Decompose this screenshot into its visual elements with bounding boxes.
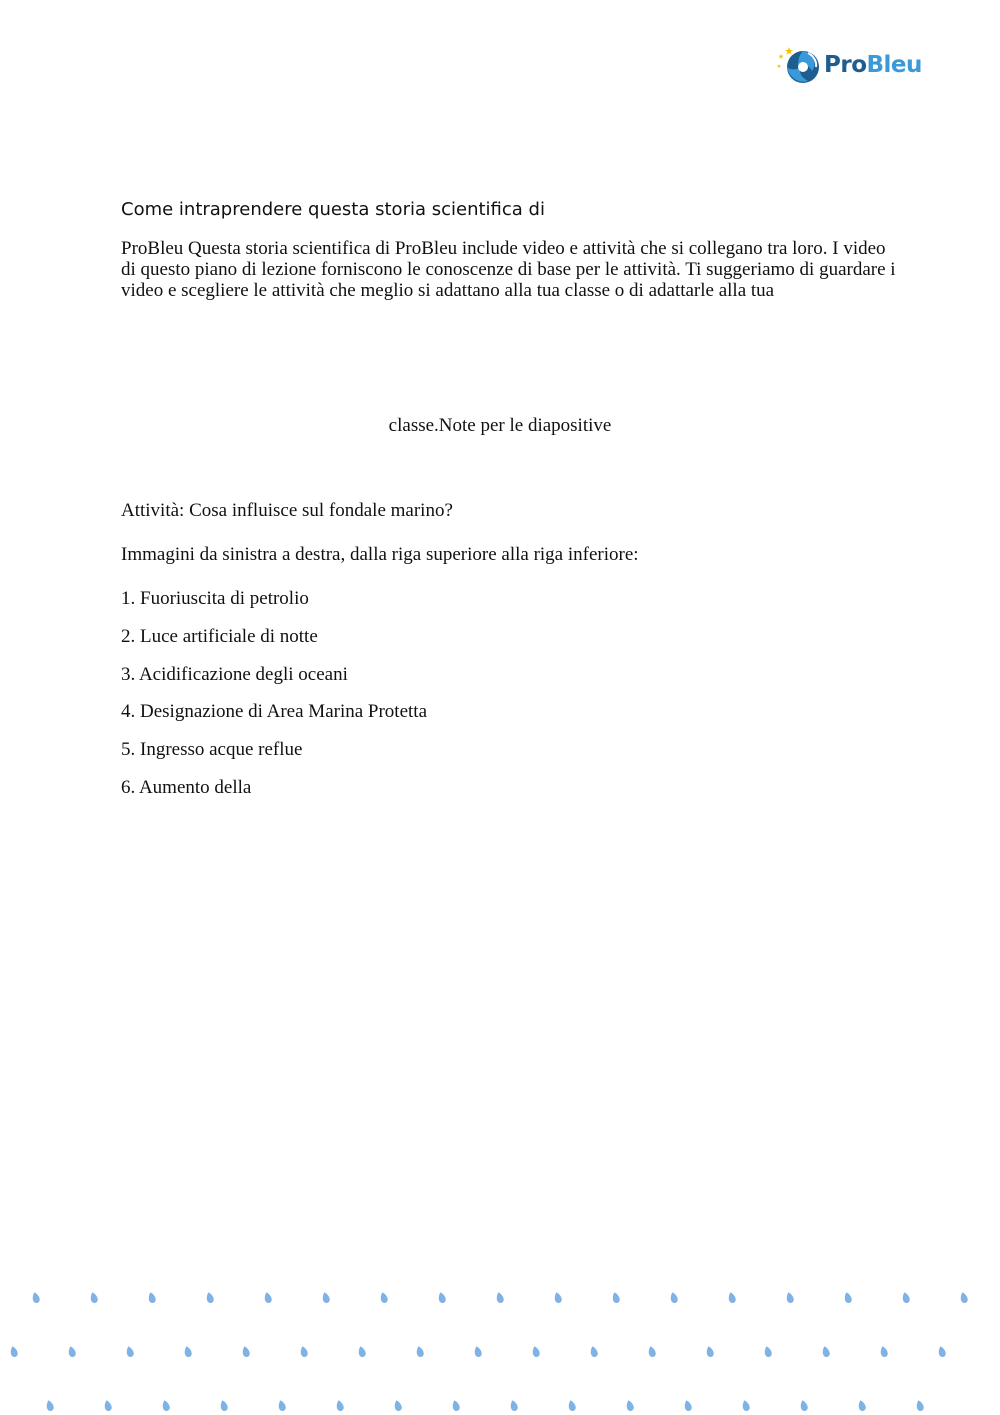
droplet-icon bbox=[763, 1345, 772, 1357]
droplet-pattern bbox=[0, 1280, 1000, 1415]
droplet-icon bbox=[821, 1345, 830, 1357]
droplet-icon bbox=[393, 1399, 402, 1411]
droplet-icon bbox=[335, 1399, 344, 1411]
droplet-icon bbox=[67, 1345, 76, 1357]
activity-title: Attività: Cosa influisce sul fondale marino? bbox=[121, 500, 453, 521]
droplet-icon bbox=[299, 1345, 308, 1357]
list-item: 5. Ingresso acque reflue bbox=[121, 739, 303, 761]
list-item: 4. Designazione di Area Marina Protetta bbox=[121, 701, 428, 723]
droplet-icon bbox=[669, 1291, 678, 1303]
droplet-icon bbox=[879, 1345, 888, 1357]
droplet-icon bbox=[45, 1399, 54, 1411]
droplet-icon bbox=[263, 1291, 272, 1303]
list-item: 6. Aumento della bbox=[121, 776, 252, 798]
droplet-icon bbox=[915, 1399, 924, 1411]
droplet-icon bbox=[567, 1399, 576, 1411]
droplet-icon bbox=[89, 1291, 98, 1303]
droplet-icon bbox=[509, 1399, 518, 1411]
droplet-icon bbox=[9, 1345, 18, 1357]
droplet-icon bbox=[553, 1291, 562, 1303]
droplet-icon bbox=[357, 1345, 366, 1357]
droplet-icon bbox=[241, 1345, 250, 1357]
droplet-icon bbox=[205, 1291, 214, 1303]
droplet-icon bbox=[705, 1345, 714, 1357]
droplet-icon bbox=[843, 1291, 852, 1303]
droplet-icon bbox=[799, 1399, 808, 1411]
droplet-icon bbox=[219, 1399, 228, 1411]
droplet-icon bbox=[473, 1345, 482, 1357]
list-item: 3. Acidificazione degli oceani bbox=[121, 663, 348, 685]
droplet-icon bbox=[937, 1345, 946, 1357]
droplet-icon bbox=[727, 1291, 736, 1303]
droplet-icon bbox=[31, 1291, 40, 1303]
droplet-icon bbox=[451, 1399, 460, 1411]
page-heading: Come intraprendere questa storia scientifica di bbox=[121, 199, 545, 220]
droplet-icon bbox=[611, 1291, 620, 1303]
droplet-icon bbox=[531, 1345, 540, 1357]
droplet-icon bbox=[161, 1399, 170, 1411]
droplet-icon bbox=[125, 1345, 134, 1357]
intro-paragraph: ProBleu Questa storia scientifica di ProBleu include video e attività che si collegano tra loro. I video di questo piano di lezione forniscono le conoscenze di base per le attività. Ti suggeriamo di guardare i video e scegliere le attività che meglio si adattano alla tua classe o di adattarle alla tua bbox=[121, 238, 896, 301]
droplet-icon bbox=[147, 1291, 156, 1303]
droplet-icon bbox=[495, 1291, 504, 1303]
list-item: 1. Fuoriuscita di petrolio bbox=[121, 588, 309, 609]
list-item: 2. Luce artificiale di notte bbox=[121, 625, 318, 647]
droplet-icon bbox=[785, 1291, 794, 1303]
droplet-icon bbox=[103, 1399, 112, 1411]
images-intro: Immagini da sinistra a destra, dalla riga superiore alla riga inferiore: bbox=[121, 544, 639, 565]
droplet-icon bbox=[277, 1399, 286, 1411]
droplet-icon bbox=[321, 1291, 330, 1303]
slide-notes-line: classe.Note per le diapositive bbox=[388, 415, 612, 436]
droplet-icon bbox=[959, 1291, 968, 1303]
droplet-icon bbox=[437, 1291, 446, 1303]
droplet-icon bbox=[647, 1345, 656, 1357]
droplet-icon bbox=[857, 1399, 866, 1411]
droplet-icon bbox=[625, 1399, 634, 1411]
droplet-icon bbox=[183, 1345, 192, 1357]
logo-wordmark: ProBleu bbox=[824, 51, 922, 78]
probleu-logo bbox=[776, 44, 926, 86]
droplet-icon bbox=[379, 1291, 388, 1303]
droplet-icon bbox=[415, 1345, 424, 1357]
image-list bbox=[121, 587, 427, 814]
droplet-icon bbox=[589, 1345, 598, 1357]
probleu-swirl-icon bbox=[776, 45, 820, 85]
droplet-icon bbox=[683, 1399, 692, 1411]
droplet-icon bbox=[741, 1399, 750, 1411]
droplet-icon bbox=[901, 1291, 910, 1303]
